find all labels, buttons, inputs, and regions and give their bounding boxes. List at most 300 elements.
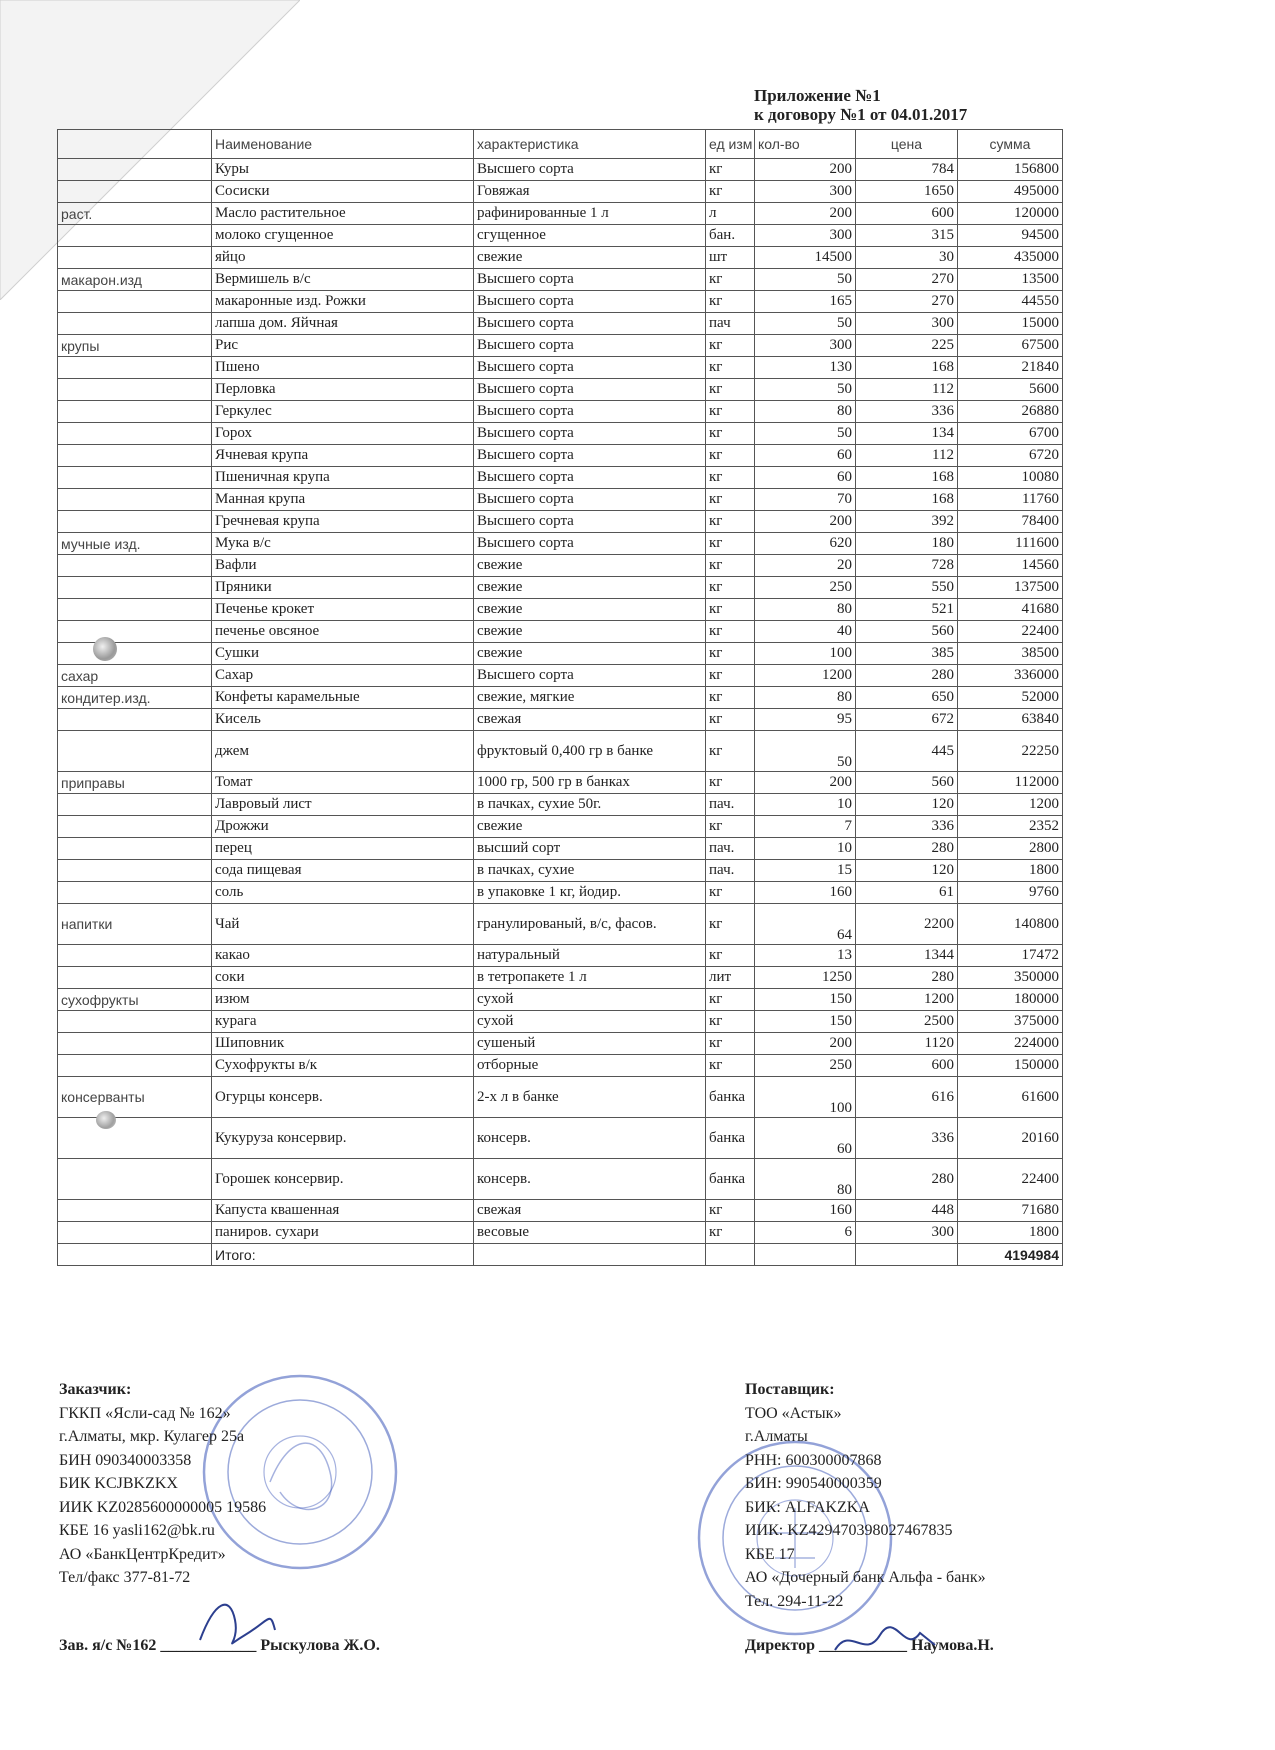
characteristic-cell: свежие: [474, 816, 706, 838]
supplier-line: РНН: 600300007868: [745, 1451, 882, 1469]
price-cell: 168: [856, 489, 958, 511]
name-cell: Печенье крокет: [212, 599, 474, 621]
name-cell: Горох: [212, 423, 474, 445]
table-row: [58, 882, 1063, 904]
price-cell: 30: [856, 247, 958, 269]
unit-cell: банка: [706, 1077, 755, 1118]
characteristic-cell: 1000 гр, 500 гр в банках: [474, 772, 706, 794]
category-cell: [58, 1159, 212, 1200]
table-row: [58, 401, 1063, 423]
quantity-cell: 300: [755, 335, 856, 357]
table-row: [58, 1033, 1063, 1055]
unit-cell: кг: [706, 621, 755, 643]
unit-cell: кг: [706, 577, 755, 599]
unit-cell: пач: [706, 313, 755, 335]
price-cell: 112: [856, 445, 958, 467]
sum-cell: 44550: [958, 291, 1063, 313]
quantity-cell: 10: [755, 838, 856, 860]
name-cell: Пшено: [212, 357, 474, 379]
unit-cell: лит: [706, 967, 755, 989]
customer-line: КБЕ 16 yasli162@bk.ru: [59, 1522, 215, 1539]
sum-cell: 140800: [958, 904, 1063, 945]
price-cell: 1650: [856, 181, 958, 203]
quantity-cell: 200: [755, 772, 856, 794]
characteristic-cell: Высшего сорта: [474, 665, 706, 687]
price-cell: 315: [856, 225, 958, 247]
name-cell: Масло растительное: [212, 203, 474, 225]
quantity-cell: 50: [755, 423, 856, 445]
category-cell: [58, 357, 212, 379]
price-cell: 336: [856, 1118, 958, 1159]
name-cell: соки: [212, 967, 474, 989]
quantity-cell: 200: [755, 159, 856, 181]
table-row: [58, 423, 1063, 445]
category-cell: [58, 555, 212, 577]
price-cell: 2200: [856, 904, 958, 945]
price-cell: 521: [856, 599, 958, 621]
category-cell: [58, 1222, 212, 1244]
price-cell: 650: [856, 687, 958, 709]
supplier-line: БИН: 990540000359: [745, 1475, 882, 1492]
category-cell: [58, 967, 212, 989]
sum-cell: 22400: [958, 621, 1063, 643]
supplier-handwritten-signature: [830, 1615, 940, 1670]
table-row: [58, 555, 1063, 577]
quantity-cell: 1200: [755, 665, 856, 687]
total-empty-cell: [706, 1244, 755, 1266]
quantity-cell: 200: [755, 1033, 856, 1055]
unit-cell: кг: [706, 423, 755, 445]
supplier-line: ИИК: KZ429470398027467835: [745, 1522, 953, 1539]
table-row: [58, 247, 1063, 269]
name-cell: Мука в/с: [212, 533, 474, 555]
quantity-cell: 200: [755, 511, 856, 533]
characteristic-cell: свежие: [474, 555, 706, 577]
quantity-cell: 100: [755, 1077, 856, 1118]
quantity-cell: 80: [755, 401, 856, 423]
quantity-cell: 95: [755, 709, 856, 731]
price-cell: 784: [856, 159, 958, 181]
category-cell: [58, 181, 212, 203]
characteristic-cell: Высшего сорта: [474, 511, 706, 533]
total-row: [58, 1244, 1063, 1266]
sum-cell: 15000: [958, 313, 1063, 335]
price-cell: 61: [856, 882, 958, 904]
price-cell: 120: [856, 794, 958, 816]
name-cell: Сушки: [212, 643, 474, 665]
table-row: [58, 225, 1063, 247]
customer-line: ГККП «Ясли-сад № 162»: [59, 1404, 231, 1422]
name-cell: Сосиски: [212, 181, 474, 203]
category-cell: [58, 945, 212, 967]
customer-line: БИК KCJBKZKX: [59, 1475, 178, 1492]
sum-cell: 1800: [958, 1222, 1063, 1244]
unit-cell: банка: [706, 1118, 755, 1159]
quantity-cell: 10: [755, 794, 856, 816]
sum-cell: 2352: [958, 816, 1063, 838]
characteristic-cell: Высшего сорта: [474, 357, 706, 379]
category-cell: [58, 1011, 212, 1033]
customer-line: Тел/факс 377-81-72: [59, 1569, 191, 1586]
unit-cell: кг: [706, 467, 755, 489]
name-cell: Гречневая крупа: [212, 511, 474, 533]
name-cell: соль: [212, 882, 474, 904]
characteristic-cell: сушеный: [474, 1033, 706, 1055]
name-cell: Пряники: [212, 577, 474, 599]
unit-cell: кг: [706, 731, 755, 772]
category-cell: [58, 247, 212, 269]
customer-title: Заказчик:: [59, 1381, 132, 1398]
characteristic-cell: консерв.: [474, 1118, 706, 1159]
category-cell: [58, 291, 212, 313]
unit-cell: кг: [706, 772, 755, 794]
price-cell: 560: [856, 772, 958, 794]
table-header-row: [58, 130, 1063, 159]
category-cell: [58, 577, 212, 599]
sum-cell: 20160: [958, 1118, 1063, 1159]
table-row: [58, 967, 1063, 989]
category-cell: [58, 709, 212, 731]
table-row: [58, 1077, 1063, 1118]
sum-cell: 375000: [958, 1011, 1063, 1033]
unit-cell: шт: [706, 247, 755, 269]
quantity-cell: 80: [755, 687, 856, 709]
table-row: [58, 731, 1063, 772]
price-cell: 672: [856, 709, 958, 731]
category-cell: [58, 860, 212, 882]
sum-cell: 13500: [958, 269, 1063, 291]
category-cell: приправы: [58, 772, 212, 794]
table-row: [58, 621, 1063, 643]
customer-line: БИН 090340003358: [59, 1451, 192, 1469]
paper-blemish: [93, 637, 117, 661]
unit-cell: кг: [706, 1200, 755, 1222]
sum-cell: 22250: [958, 731, 1063, 772]
supplier-line: Тел. 294-11-22: [745, 1592, 844, 1610]
column-header: Наименование: [212, 130, 474, 159]
unit-cell: кг: [706, 159, 755, 181]
name-cell: печенье овсяное: [212, 621, 474, 643]
table-row: [58, 816, 1063, 838]
column-header: [58, 130, 212, 159]
characteristic-cell: Высшего сорта: [474, 159, 706, 181]
quantity-cell: 130: [755, 357, 856, 379]
unit-cell: кг: [706, 643, 755, 665]
supplier-block: [745, 1378, 986, 1613]
name-cell: какао: [212, 945, 474, 967]
table-row: [58, 772, 1063, 794]
characteristic-cell: свежие: [474, 247, 706, 269]
characteristic-cell: Высшего сорта: [474, 533, 706, 555]
characteristic-cell: свежие: [474, 621, 706, 643]
price-cell: 1200: [856, 989, 958, 1011]
name-cell: Куры: [212, 159, 474, 181]
price-cell: 1120: [856, 1033, 958, 1055]
supplier-line: г.Алматы: [745, 1428, 808, 1445]
price-cell: 336: [856, 816, 958, 838]
category-cell: [58, 225, 212, 247]
sum-cell: 224000: [958, 1033, 1063, 1055]
unit-cell: кг: [706, 269, 755, 291]
quantity-cell: 300: [755, 181, 856, 203]
table-row: [58, 1159, 1063, 1200]
name-cell: Чай: [212, 904, 474, 945]
category-cell: [58, 445, 212, 467]
category-cell: [58, 882, 212, 904]
price-cell: 180: [856, 533, 958, 555]
characteristic-cell: Говяжая: [474, 181, 706, 203]
unit-cell: кг: [706, 1055, 755, 1077]
appendix-title: Приложение №1: [754, 86, 881, 105]
quantity-cell: 6: [755, 1222, 856, 1244]
category-cell: [58, 401, 212, 423]
total-empty-cell: [474, 1244, 706, 1266]
column-header: сумма: [958, 130, 1063, 159]
name-cell: Сухофрукты в/к: [212, 1055, 474, 1077]
category-cell: мучные изд.: [58, 533, 212, 555]
sum-cell: 1200: [958, 794, 1063, 816]
name-cell: изюм: [212, 989, 474, 1011]
column-header: цена: [856, 130, 958, 159]
sum-cell: 150000: [958, 1055, 1063, 1077]
category-cell: [58, 489, 212, 511]
quantity-cell: 70: [755, 489, 856, 511]
customer-signature: Зав. я/с №162 ____________ Рыскулова Ж.О.: [59, 1637, 380, 1654]
paper-blemish: [96, 1111, 116, 1129]
price-cell: 728: [856, 555, 958, 577]
characteristic-cell: в упаковке 1 кг, йодир.: [474, 882, 706, 904]
price-cell: 385: [856, 643, 958, 665]
table-row: [58, 181, 1063, 203]
quantity-cell: 15: [755, 860, 856, 882]
unit-cell: кг: [706, 555, 755, 577]
unit-cell: кг: [706, 401, 755, 423]
characteristic-cell: свежая: [474, 1200, 706, 1222]
characteristic-cell: свежая: [474, 709, 706, 731]
price-cell: 280: [856, 665, 958, 687]
price-cell: 448: [856, 1200, 958, 1222]
unit-cell: кг: [706, 1011, 755, 1033]
price-cell: 270: [856, 291, 958, 313]
sum-cell: 6720: [958, 445, 1063, 467]
quantity-cell: 200: [755, 203, 856, 225]
price-cell: 392: [856, 511, 958, 533]
name-cell: паниров. сухари: [212, 1222, 474, 1244]
sum-cell: 38500: [958, 643, 1063, 665]
characteristic-cell: сухой: [474, 1011, 706, 1033]
characteristic-cell: гранулированый, в/с, фасов.: [474, 904, 706, 945]
category-cell: [58, 599, 212, 621]
category-cell: [58, 816, 212, 838]
sum-cell: 71680: [958, 1200, 1063, 1222]
sum-cell: 6700: [958, 423, 1063, 445]
table-row: [58, 860, 1063, 882]
table-row: [58, 445, 1063, 467]
quantity-cell: 80: [755, 1159, 856, 1200]
sum-cell: 435000: [958, 247, 1063, 269]
price-cell: 280: [856, 838, 958, 860]
unit-cell: кг: [706, 511, 755, 533]
quantity-cell: 60: [755, 1118, 856, 1159]
category-cell: кондитер.изд.: [58, 687, 212, 709]
category-cell: макарон.изд: [58, 269, 212, 291]
characteristic-cell: Высшего сорта: [474, 401, 706, 423]
sum-cell: 52000: [958, 687, 1063, 709]
name-cell: Капуста квашенная: [212, 1200, 474, 1222]
sum-cell: 26880: [958, 401, 1063, 423]
price-cell: 168: [856, 467, 958, 489]
name-cell: Шиповник: [212, 1033, 474, 1055]
category-cell: [58, 1118, 212, 1159]
unit-cell: кг: [706, 599, 755, 621]
unit-cell: кг: [706, 904, 755, 945]
sum-cell: 21840: [958, 357, 1063, 379]
table-row: [58, 989, 1063, 1011]
sum-cell: 1800: [958, 860, 1063, 882]
characteristic-cell: Высшего сорта: [474, 291, 706, 313]
price-cell: 550: [856, 577, 958, 599]
total-label: Итого:: [212, 1244, 474, 1266]
price-cell: 560: [856, 621, 958, 643]
characteristic-cell: Высшего сорта: [474, 445, 706, 467]
price-cell: 270: [856, 269, 958, 291]
sum-cell: 11760: [958, 489, 1063, 511]
name-cell: Геркулес: [212, 401, 474, 423]
supplier-signature: Директор ___________ Наумова.Н.: [745, 1637, 994, 1654]
sum-cell: 61600: [958, 1077, 1063, 1118]
price-cell: 300: [856, 1222, 958, 1244]
column-header: ед изм: [706, 130, 755, 159]
characteristic-cell: натуральный: [474, 945, 706, 967]
unit-cell: кг: [706, 882, 755, 904]
table-row: [58, 335, 1063, 357]
category-cell: [58, 379, 212, 401]
sum-cell: 63840: [958, 709, 1063, 731]
supplier-line: ТОО «Астык»: [745, 1404, 842, 1422]
quantity-cell: 13: [755, 945, 856, 967]
characteristic-cell: в тетропакете 1 л: [474, 967, 706, 989]
price-cell: 600: [856, 203, 958, 225]
table-row: [58, 577, 1063, 599]
table-row: [58, 665, 1063, 687]
quantity-cell: 80: [755, 599, 856, 621]
name-cell: яйцо: [212, 247, 474, 269]
quantity-cell: 160: [755, 882, 856, 904]
sum-cell: 14560: [958, 555, 1063, 577]
category-cell: [58, 313, 212, 335]
quantity-cell: 160: [755, 1200, 856, 1222]
characteristic-cell: Высшего сорта: [474, 269, 706, 291]
table-row: [58, 643, 1063, 665]
unit-cell: кг: [706, 709, 755, 731]
sum-cell: 10080: [958, 467, 1063, 489]
table-row: [58, 379, 1063, 401]
quantity-cell: 150: [755, 1011, 856, 1033]
sum-cell: 67500: [958, 335, 1063, 357]
name-cell: Лавровый лист: [212, 794, 474, 816]
characteristic-cell: Высшего сорта: [474, 423, 706, 445]
table-row: [58, 794, 1063, 816]
price-cell: 336: [856, 401, 958, 423]
quantity-cell: 1250: [755, 967, 856, 989]
price-cell: 1344: [856, 945, 958, 967]
customer-handwritten-signature: [190, 1590, 280, 1660]
price-cell: 112: [856, 379, 958, 401]
quantity-cell: 100: [755, 643, 856, 665]
characteristic-cell: Высшего сорта: [474, 335, 706, 357]
quantity-cell: 40: [755, 621, 856, 643]
quantity-cell: 20: [755, 555, 856, 577]
category-cell: [58, 731, 212, 772]
category-cell: [58, 1033, 212, 1055]
category-cell: [58, 1200, 212, 1222]
sum-cell: 180000: [958, 989, 1063, 1011]
sum-cell: 2800: [958, 838, 1063, 860]
characteristic-cell: свежие, мягкие: [474, 687, 706, 709]
name-cell: Рис: [212, 335, 474, 357]
table-row: [58, 511, 1063, 533]
supplier-line: БИК: ALFAKZKA: [745, 1498, 870, 1516]
table-row: [58, 533, 1063, 555]
characteristic-cell: Высшего сорта: [474, 379, 706, 401]
unit-cell: кг: [706, 357, 755, 379]
unit-cell: пач.: [706, 794, 755, 816]
category-cell: сахар: [58, 665, 212, 687]
unit-cell: кг: [706, 181, 755, 203]
customer-line: АО «БанкЦентрКредит»: [59, 1545, 226, 1563]
supplier-line: КБЕ 17: [745, 1545, 795, 1563]
quantity-cell: 60: [755, 467, 856, 489]
price-cell: 168: [856, 357, 958, 379]
unit-cell: кг: [706, 687, 755, 709]
name-cell: Кисель: [212, 709, 474, 731]
sum-cell: 120000: [958, 203, 1063, 225]
unit-cell: кг: [706, 1222, 755, 1244]
table-row: [58, 904, 1063, 945]
quantity-cell: 50: [755, 379, 856, 401]
name-cell: Конфеты карамельные: [212, 687, 474, 709]
customer-line: г.Алматы, мкр. Кулагер 25а: [59, 1428, 245, 1445]
quantity-cell: 250: [755, 1055, 856, 1077]
unit-cell: кг: [706, 816, 755, 838]
table-row: [58, 357, 1063, 379]
name-cell: Ячневая крупа: [212, 445, 474, 467]
quantity-cell: 620: [755, 533, 856, 555]
appendix-heading: [754, 86, 967, 124]
price-cell: 616: [856, 1077, 958, 1118]
name-cell: Огурцы консерв.: [212, 1077, 474, 1118]
quantity-cell: 64: [755, 904, 856, 945]
category-cell: [58, 621, 212, 643]
category-cell: [58, 794, 212, 816]
unit-cell: пач.: [706, 838, 755, 860]
name-cell: Сахар: [212, 665, 474, 687]
unit-cell: кг: [706, 665, 755, 687]
supplier-line: АО «Дочерный банк Альфа - банк»: [745, 1569, 986, 1586]
total-empty-cell: [856, 1244, 958, 1266]
sum-cell: 41680: [958, 599, 1063, 621]
category-cell: консерванты: [58, 1077, 212, 1118]
characteristic-cell: Высшего сорта: [474, 313, 706, 335]
unit-cell: кг: [706, 945, 755, 967]
quantity-cell: 14500: [755, 247, 856, 269]
supplier-title: Поставщик:: [745, 1381, 835, 1398]
unit-cell: л: [706, 203, 755, 225]
name-cell: Перловка: [212, 379, 474, 401]
sum-cell: 336000: [958, 665, 1063, 687]
column-header: характеристика: [474, 130, 706, 159]
goods-table: [57, 129, 1063, 1266]
